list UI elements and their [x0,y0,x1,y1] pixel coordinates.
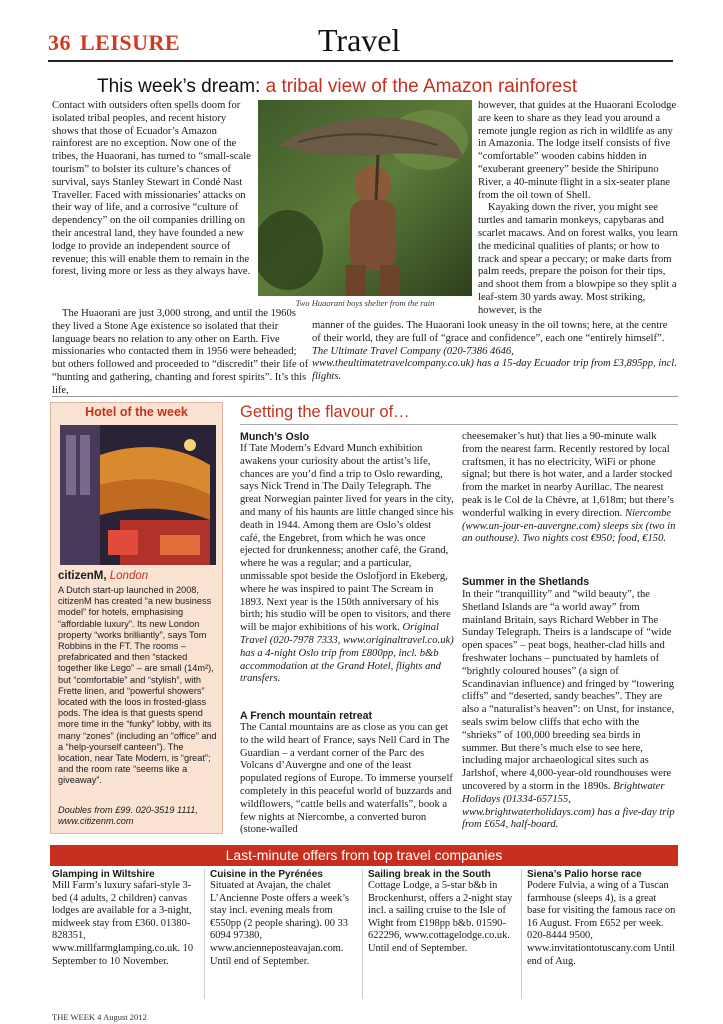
hotel-heading: Hotel of the week [85,405,188,419]
page-title: Travel [318,22,401,58]
offer-item [52,869,202,968]
dream-booking-info: The Ultimate Travel Company (020-7386 4646, www.theultimatetravelcompany.co.uk) has a 15-day Ecuador trip from £3,895pp, incl. flights. [312,345,677,383]
offer-divider [521,869,522,999]
offer-item [527,869,677,968]
hotel-description: A Dutch start-up launched in 2008, citizenM has created “a new business model” for hotels, emphasising “affordable luxury”. Its new London property “works brilliantly”, says Tom Robbins in the FT. The rooms – prefabricated and then “stacked together like Lego” – are small (14m²), but “comfortable” and “stylish”, with Frette linen, and “powerful showers” located with the loos in frosted-glass pods. The idea is that guests spend more time in the “funky” lobby, with its many “zones” (including an “office” and a “help-yourself canteen”). The location, near Tate Modern, is “great”; and the room rate “seems like a giveaway”. [58,585,217,786]
french-subhead: A French mountain retreat [240,710,373,722]
offer-text: Podere Fulvia, a wing of a Tuscan farmhouse (sleeps 4), is a great base for visiting the famous race on 16 August. From £652 per week. 020-8444 9500, www.invitationtotuscany.com Until end of Aug. [527,880,676,967]
offers-banner: Last-minute offers from top travel companies [50,845,678,866]
offer-heading: Sailing break in the South [368,869,491,880]
section-label: LEISURE [80,30,181,55]
dream-col3-p2: Kayaking down the river, you might see turtles and tamarin monkeys, capybaras and scarlet macaws. And on forest walks, you learn the medicinal qualities of plants; or how to track and spear a peccary; or make darts from palm reeds, prepare the poison for their tips, and shoot them from a blowpipe so they split a leaf-stem 30 yards away. Most striking, however, is the [478,202,678,316]
dream-column-1 [52,100,254,279]
shetland-body: In their “tranquillity” and “wild beauty”, the Shetland Islands are “a world away” from mainland Britain, says Richard Webber in The Sunday Telegraph. Theirs is a landscape of “wide open spaces” – peat bogs, heather-clad hills and freshwater lochans – punctuated by hamlets of “brightly coloured houses” (a sign of Scandinavian influence) and fringed by “towering cliffs” and “deserted, sandy beaches”. They are also a “naturalist’s heaven”: on Unst, for instance, seals swim below cliffs that echo with the “shrieks” of 100,000 breeding sea birds in summer. But there’s much else to see here, including major archaeological sites such as Jarlshof, where 4,000-year-old roundhouses were uncovered by a storm in the 1890s. [462,589,675,792]
dream-col3-bottom-text: manner of the guides. The Huaorani look uneasy in the oil towns; here, at the centre of their world, they are full of “grace and confidence”, each one “entirely himself”. [312,320,668,344]
french-booking: Niercombe (www.un-jour-en-auvergne.com) sleeps six (two in an outhouse). Two nights cost €950; food, €150. [462,507,676,545]
munch-subhead: Munch’s Oslo [240,431,310,443]
french-body-continued: cheesemaker’s hut) that lies a 90-minute walk from the nearest farm. Recently restored by local craftsmen, it has no electricity, WiFi or phone signal; but there is hot water, and a larder stocked from the market in nearby Aurillac. The nearest peak is le Col de la Chèvre, at 1,618m; but there’s wonderful walking in every direction. [462,431,674,519]
offer-heading: Siena’s Palio horse race [527,869,642,880]
shetland-article [462,589,678,832]
offer-divider [362,869,363,999]
page-footer: THE WEEK 4 August 2012 [52,1012,147,1022]
huaorani-photo [258,100,472,296]
dream-headline [97,76,577,98]
dream-column-3 [478,100,678,318]
offer-text: Mill Farm’s luxury safari-style 3-bed (4 adults, 2 children) canvas lodges are available for a 3-night, midweek stay from £360. 01380-828351, www.millfarmglamping.co.uk. 10 September to 10 November. [52,880,194,967]
hotel-city: London [109,570,149,582]
hotel-name: citizenM, [58,570,107,582]
shetland-subhead: Summer in the Shetlands [462,576,590,588]
section-divider [52,396,678,397]
french-continued [462,431,678,546]
flavour-heading: Getting the flavour of… [240,403,410,421]
offer-text: Cottage Lodge, a 5-star b&b in Brockenhurst, offers a 2-night stay incl. a sailing cruise to the Isle of Wight from £198pp b&b. 01590-622296, www.cottagelodge.co.uk. Until end of September. [368,880,513,954]
offer-heading: Glamping in Wiltshire [52,869,155,880]
dream-headline-lead: This week’s dream: [97,76,261,97]
munch-article [240,443,454,686]
hotel-illustration [60,425,216,565]
munch-body: If Tate Modern’s Edvard Munch exhibition awakens your curiosity about the artist’s life, chances are you’d find a trip to Oslo rewarding, says Nick Trend in The Daily Telegraph. The great Norwegian painter lived for years in the city, and many of his haunts are little changed since his death in 1944. Among them are Oslo’s oldest café, the Engebret, from which he was once ejected for drunkenness; another café, the Grand, where he was a regular; and a particular, unmissable spot beside the Oslofjord in Ekeberg, where he was inspired to paint The Scream in 1893. Next year is the 150th anniversary of his birth; his studio will be open to visitors, and there will be major exhibitions of his work. [240,443,454,634]
hotel-name-line [58,570,218,582]
dream-column-3-continued [312,320,678,384]
dream-paragraph-2: The Huaorani are just 3,000 strong, and until the 1960s they lived a Stone Age existence so isolated that their language bears no relation to any other on Earth. Five missionaries who contacted them in 1956 were beheaded; but others followed and proceeded to “discredit” their life of “hunting and gathering, chanting and forest spirits”. It’s this life, [52,308,309,396]
page-number: 36 [48,30,71,55]
dream-column-1-continued [52,308,310,398]
offer-text: Situated at Avajan, the chalet L’Ancienne Poste offers a week’s stay incl. evening meals from €550pp (2 people sharing). 00 33 6094 97380, www.ancienneposteavajan.com. Until end of September. [210,880,350,967]
hotel-contact: Doubles from £99. 020-3519 1111, www.citizenm.com [58,805,198,827]
french-body: The Cantal mountains are as close as you can get to the wild heart of France, says Nell Card in The Guardian – a verdant corner of the Parc des Volcans d’Auvergne and one of the least populated regions of Europe. To immerse yourself completely in this peaceful world of buzzards and wildflowers, “cattle bells and waterfalls”, book a few nights at Niercombe, a converted buron (stone-walled [240,722,453,836]
dream-paragraph-1: Contact with outsiders often spells doom for isolated tribal peoples, and recent history shows that those of Ecuador’s Amazon rainforest are no exception. Now one of the tribes, the Huaorani, has turned to “small-scale tourism” to bolster its culture’s chances of survival, says Stanley Stewart in Condé Nast Traveller. Faced with missionaries’ attacks on their way of life, and a corrosive “culture of dependency” on the oil companies drilling on their ancestral land, they have founded a new lodge to provide an independent source of revenue; this will enable them to remain in the forest, living more or less as they always have. [52,100,251,278]
offer-heading: Cuisine in the Pyrénées [210,869,323,880]
offer-item [368,869,518,956]
offer-divider [204,869,205,999]
flavour-rule [240,424,678,425]
munch-booking: Original Travel (020-7978 7333, www.originaltravel.co.uk) has a 4-night Oslo trip from £800pp, incl. b&b accommodation at the Grand Hotel, flights and transfers. [240,622,454,685]
dream-col3-p1: however, that guides at the Huaorani Ecolodge are keen to share as they lead you around a remote jungle region as rich in wildlife as any in Amazonia. The lodge itself consists of five “comfortable” wooden cabins hidden in “exuberant greenery” beside the Shiripuno River, a 40-minute flight in a six-seater plane from the oil town of Shell. [478,100,677,201]
offer-item [210,869,360,968]
header-rule [48,60,673,62]
shetland-booking: Brightwater Holidays (01334-657155, www.brightwaterholidays.com) has a five-day trip from £654, half-board. [462,780,675,831]
dream-headline-rest: a tribal view of the Amazon rainforest [265,76,578,97]
hotel-photo [60,425,216,565]
photo-caption: Two Huaorani boys shelter from the rain [295,298,435,308]
photo-illustration [258,100,472,296]
